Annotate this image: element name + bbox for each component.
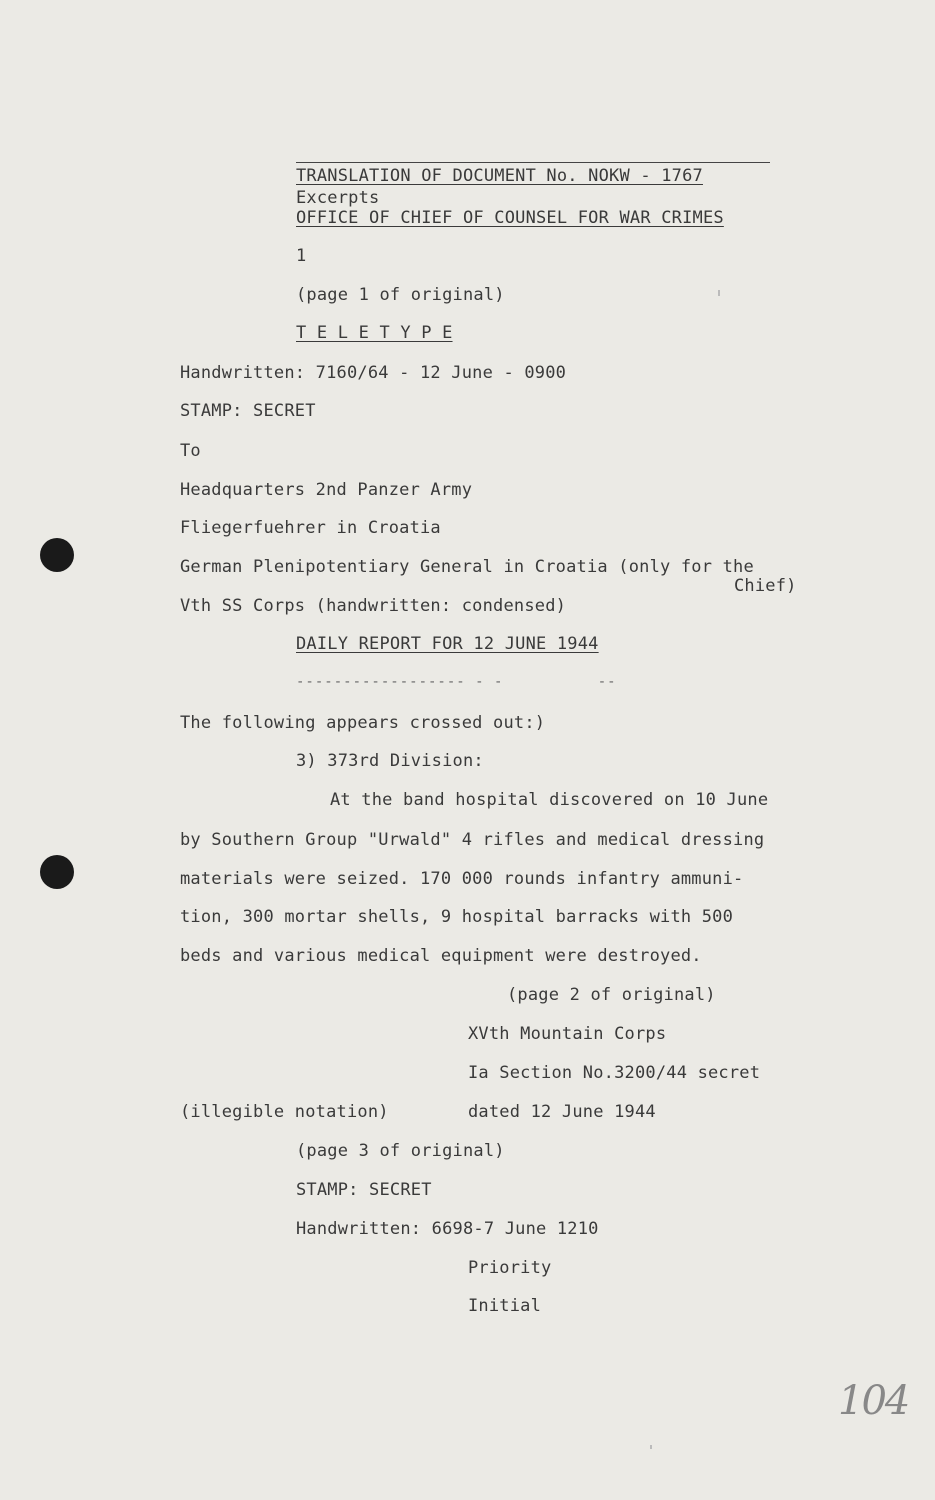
report-title: DAILY REPORT FOR 12 JUNE 1944 bbox=[296, 634, 599, 654]
dated-line: dated 12 June 1944 bbox=[468, 1102, 656, 1122]
office-line: OFFICE OF CHIEF OF COUNSEL FOR WAR CRIMES bbox=[296, 208, 724, 228]
page-number: 1 bbox=[296, 246, 307, 266]
initial-label: Initial bbox=[468, 1296, 542, 1316]
handwritten-note-2: Handwritten: 6698-7 June 1210 bbox=[296, 1219, 599, 1239]
paragraph-line-1: At the band hospital discovered on 10 June bbox=[330, 790, 769, 810]
to-label: To bbox=[180, 441, 201, 461]
division-heading: 3) 373rd Division: bbox=[296, 751, 484, 771]
punch-hole-bottom bbox=[40, 855, 74, 889]
section-number: Ia Section No.3200/44 secret bbox=[468, 1063, 761, 1083]
paragraph-line-3: materials were seized. 170 000 rounds infantry ammuni- bbox=[180, 869, 744, 889]
recipient-3-cont: Chief) bbox=[734, 576, 797, 596]
handwritten-note-1: Handwritten: 7160/64 - 12 June - 0900 bbox=[180, 363, 567, 383]
paragraph-line-5: beds and various medical equipment were destroyed. bbox=[180, 946, 702, 966]
page3-note: (page 3 of original) bbox=[296, 1141, 505, 1161]
corps-name: XVth Mountain Corps bbox=[468, 1024, 667, 1044]
recipient-4: Vth SS Corps (handwritten: condensed) bbox=[180, 596, 567, 616]
stamp-secret-2: STAMP: SECRET bbox=[296, 1180, 432, 1200]
paragraph-line-2: by Southern Group "Urwald" 4 rifles and medical dressing bbox=[180, 830, 765, 850]
page2-note: (page 2 of original) bbox=[507, 985, 716, 1005]
recipient-1: Headquarters 2nd Panzer Army bbox=[180, 480, 473, 500]
illegible-notation: (illegible notation) bbox=[180, 1102, 389, 1122]
punch-hole-top bbox=[40, 538, 74, 572]
paper-speck bbox=[718, 290, 720, 296]
recipient-2: Fliegerfuehrer in Croatia bbox=[180, 518, 441, 538]
handwritten-page-number: 104 bbox=[838, 1378, 909, 1424]
paper-speck bbox=[650, 1445, 652, 1449]
separator-dashes: ------------------ - - -- bbox=[296, 674, 617, 690]
excerpts-label: Excerpts bbox=[296, 188, 380, 208]
stamp-secret-1: STAMP: SECRET bbox=[180, 401, 316, 421]
priority-label: Priority bbox=[468, 1258, 552, 1278]
header-rule bbox=[296, 162, 770, 163]
page1-note: (page 1 of original) bbox=[296, 285, 505, 305]
paragraph-line-4: tion, 300 mortar shells, 9 hospital barracks with 500 bbox=[180, 907, 734, 927]
recipient-3: German Plenipotentiary General in Croatia (only for the bbox=[180, 557, 754, 577]
document-title: TRANSLATION OF DOCUMENT No. NOKW - 1767 bbox=[296, 166, 703, 186]
teletype-heading: T E L E T Y P E bbox=[296, 323, 453, 343]
crossed-out-note: The following appears crossed out:) bbox=[180, 713, 546, 733]
